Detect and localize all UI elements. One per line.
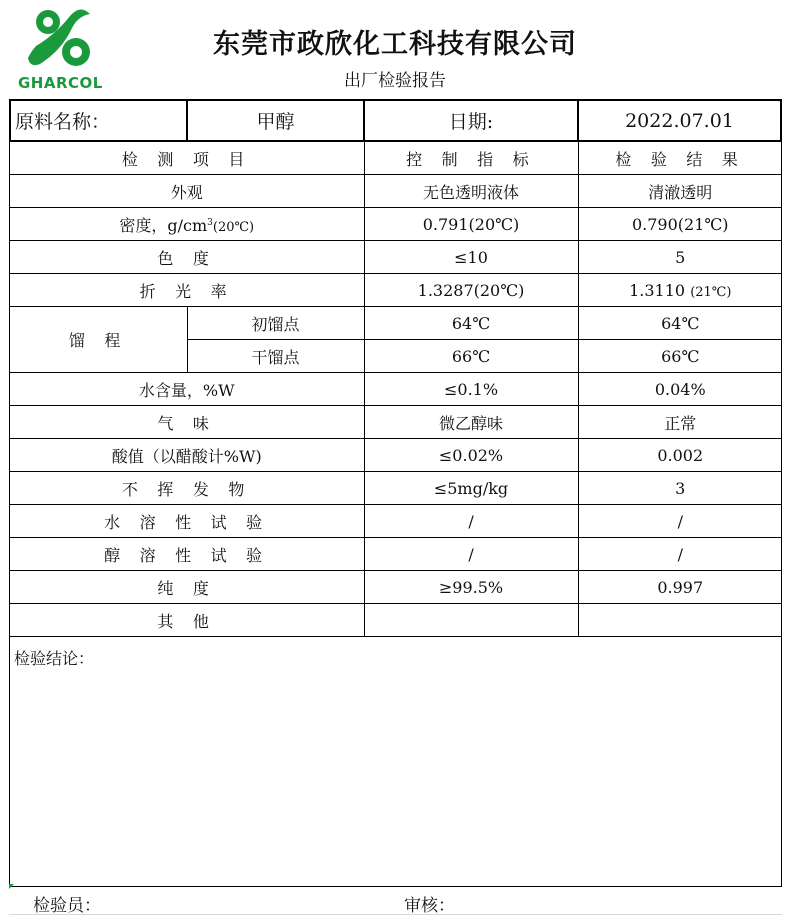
info-row bbox=[9, 99, 782, 142]
sub-item-cell: 干馏点 bbox=[187, 340, 364, 373]
table-row bbox=[10, 505, 782, 538]
result-cell: 0.997 bbox=[578, 571, 782, 604]
table-row bbox=[10, 538, 782, 571]
item-cell: 折 光 率 bbox=[10, 274, 364, 307]
density-label: 密度，g/cm bbox=[119, 215, 208, 235]
table-row bbox=[10, 175, 782, 208]
refractive-result: 1.3110 bbox=[629, 280, 686, 300]
result-cell: 66℃ bbox=[578, 340, 782, 373]
result-cell: / bbox=[578, 538, 782, 571]
result-cell bbox=[578, 604, 782, 637]
result-cell: 0.790(21℃) bbox=[578, 208, 782, 241]
refractive-temp: (21℃) bbox=[690, 284, 732, 300]
logo-text: GHARCOL bbox=[18, 74, 103, 92]
distillation-cell: 馏 程 bbox=[10, 307, 187, 373]
spec-cell: / bbox=[364, 538, 578, 571]
result-cell: / bbox=[578, 505, 782, 538]
item-cell: 酸值（以醋酸计%W) bbox=[10, 439, 364, 472]
spec-cell: ≤10 bbox=[364, 241, 578, 274]
result-cell: 清澈透明 bbox=[578, 175, 782, 208]
table-header-row bbox=[10, 142, 782, 175]
item-cell: 纯 度 bbox=[10, 571, 364, 604]
item-cell: 色 度 bbox=[10, 241, 364, 274]
test-grid bbox=[10, 142, 782, 637]
spec-cell bbox=[364, 604, 578, 637]
column-header-item: 检 测 项 目 bbox=[10, 142, 364, 175]
item-cell: 水 溶 性 试 验 bbox=[10, 505, 364, 538]
result-cell: 3 bbox=[578, 472, 782, 505]
density-temp: (20℃) bbox=[212, 219, 255, 235]
item-cell: 不 挥 发 物 bbox=[10, 472, 364, 505]
table-row bbox=[10, 571, 782, 604]
inspection-table bbox=[9, 142, 782, 887]
corner-marker bbox=[9, 884, 14, 889]
table-row bbox=[10, 241, 782, 274]
column-header-spec: 控 制 指 标 bbox=[364, 142, 578, 175]
result-cell bbox=[578, 274, 782, 307]
result-cell: 64℃ bbox=[578, 307, 782, 340]
reviewer-label: 审核： bbox=[404, 896, 455, 916]
report-title: 出厂检验报告 bbox=[344, 71, 446, 91]
conclusion-label: 检验结论： bbox=[14, 649, 95, 668]
table-row bbox=[10, 373, 782, 406]
date-value: 2022.07.01 bbox=[625, 109, 734, 132]
density-superscript: 3 bbox=[207, 217, 213, 228]
table-row bbox=[10, 274, 782, 307]
result-cell: 5 bbox=[578, 241, 782, 274]
result-cell: 0.002 bbox=[578, 439, 782, 472]
item-cell: 醇 溶 性 试 验 bbox=[10, 538, 364, 571]
footer-divider bbox=[9, 914, 782, 915]
spec-cell: ≤0.1% bbox=[364, 373, 578, 406]
material-label: 原料名称： bbox=[11, 101, 188, 140]
item-cell: 气 味 bbox=[10, 406, 364, 439]
spec-cell: ≥99.5% bbox=[364, 571, 578, 604]
item-cell: 水含量，%W bbox=[10, 373, 364, 406]
sub-item-cell: 初馏点 bbox=[187, 307, 364, 340]
item-cell bbox=[10, 208, 364, 241]
table-row bbox=[10, 307, 782, 340]
item-cell: 外观 bbox=[10, 175, 364, 208]
spec-cell: 66℃ bbox=[364, 340, 578, 373]
table-row bbox=[10, 472, 782, 505]
spec-cell: 0.791(20℃) bbox=[364, 208, 578, 241]
column-header-result: 检 验 结 果 bbox=[578, 142, 782, 175]
table-row bbox=[10, 604, 782, 637]
material-value: 甲醇 bbox=[188, 101, 365, 140]
spec-cell: 1.3287(20℃) bbox=[364, 274, 578, 307]
result-cell: 0.04% bbox=[578, 373, 782, 406]
table-row bbox=[10, 406, 782, 439]
date-label: 日期: bbox=[365, 101, 579, 140]
table-row bbox=[10, 208, 782, 241]
spec-cell: / bbox=[364, 505, 578, 538]
item-cell: 其 他 bbox=[10, 604, 364, 637]
spec-cell: ≤5mg/kg bbox=[364, 472, 578, 505]
result-cell: 正常 bbox=[578, 406, 782, 439]
table-row bbox=[10, 439, 782, 472]
company-name: 东莞市政欣化工科技有限公司 bbox=[213, 29, 577, 60]
inspector-label: 检验员： bbox=[33, 896, 101, 916]
spec-cell: 微乙醇味 bbox=[364, 406, 578, 439]
spec-cell: 64℃ bbox=[364, 307, 578, 340]
spec-cell: 无色透明液体 bbox=[364, 175, 578, 208]
spec-cell: ≤0.02% bbox=[364, 439, 578, 472]
